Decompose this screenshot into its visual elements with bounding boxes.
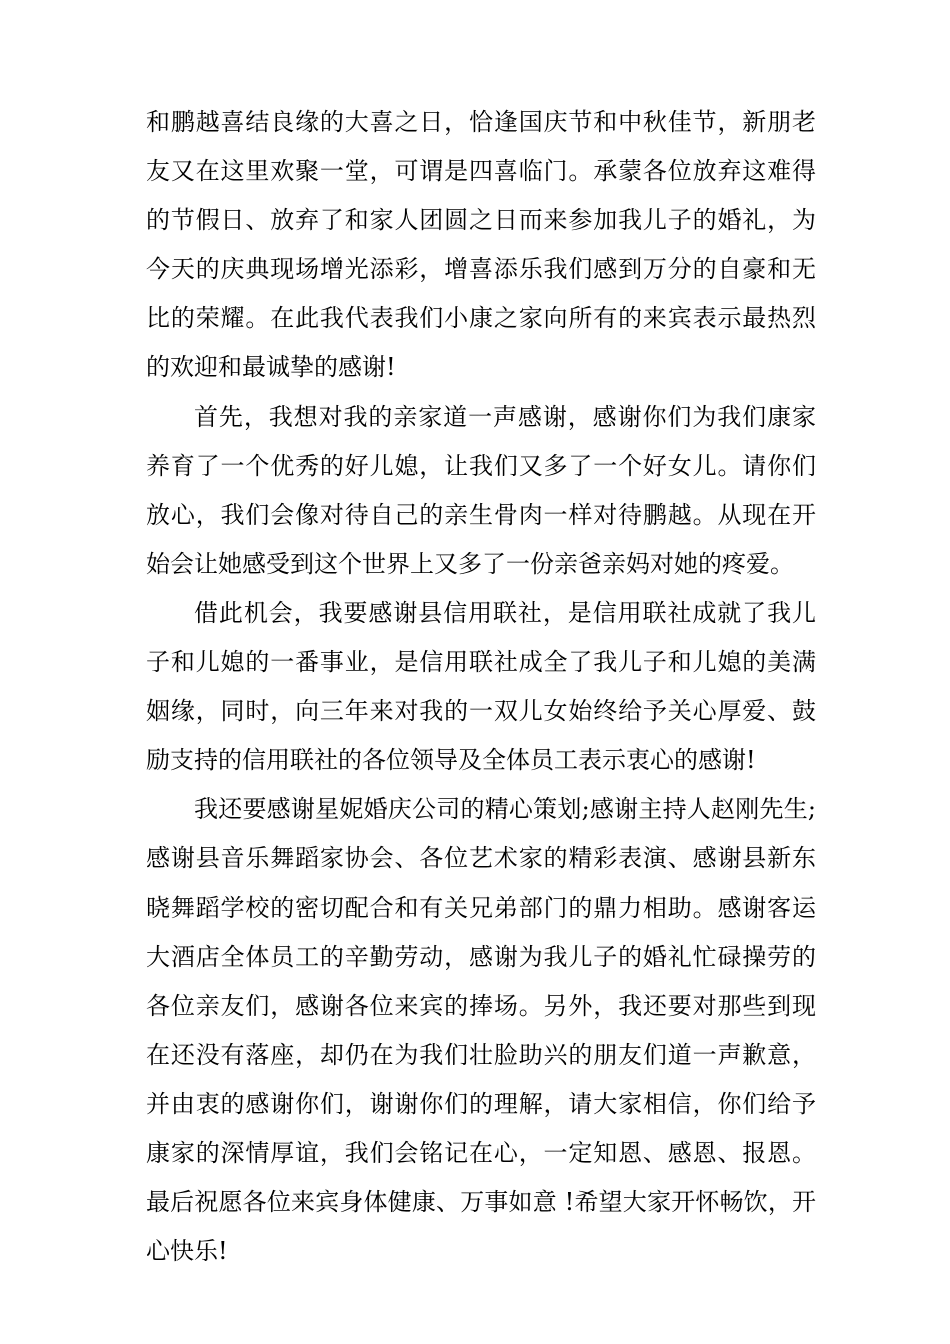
paragraph-2: 首先，我想对我的亲家道一声感谢，感谢你们为我们康家养育了一个优秀的好儿媳，让我们又多了一个好女儿。请你们放心，我们会像对待自己的亲生骨肉一样对待鹏越。从现在开始会让她感受到这个世界上又多了一份亲爸亲妈对她的疼爱。 — [146, 402, 816, 578]
paragraph-4: 我还要感谢星妮婚庆公司的精心策划;感谢主持人赵刚先生;感谢县音乐舞蹈家协会、各位艺术家的精彩表演、感谢县新东晓舞蹈学校的密切配合和有关兄弟部门的鼎力相助。感谢客运大酒店全体员工的辛勤劳动，感谢为我儿子的婚礼忙碌操劳的各位亲友们，感谢各位来宾的捧场。另外，我还要对那些到现在还没有落座，却仍在为我们壮脸助兴的朋友们道一声歉意，并由衷的感谢你们，谢谢你们的理解，请大家相信，你们给予康家的深情厚谊，我们会铭记在心，一定知恩、感恩、报恩。最后祝愿各位来宾身体健康、万事如意 !希望大家开怀畅饮，开心快乐! — [146, 795, 816, 1266]
document-body — [146, 98, 816, 1276]
paragraph-3: 借此机会，我要感谢县信用联社，是信用联社成就了我儿子和儿媳的一番事业，是信用联社成全了我儿子和儿媳的美满姻缘，同时，向三年来对我的一双儿女始终给予关心厚爱、鼓励支持的信用联社的各位领导及全体员工表示衷心的感谢! — [146, 598, 816, 775]
paragraph-1: 和鹏越喜结良缘的大喜之日，恰逢国庆节和中秋佳节，新朋老友又在这里欢聚一堂，可谓是四喜临门。承蒙各位放弃这难得的节假日、放弃了和家人团圆之日而来参加我儿子的婚礼，为今天的庆典现场增光添彩，增喜添乐我们感到万分的自豪和无比的荣耀。在此我代表我们小康之家向所有的来宾表示最热烈的欢迎和最诚挚的感谢! — [146, 108, 816, 382]
